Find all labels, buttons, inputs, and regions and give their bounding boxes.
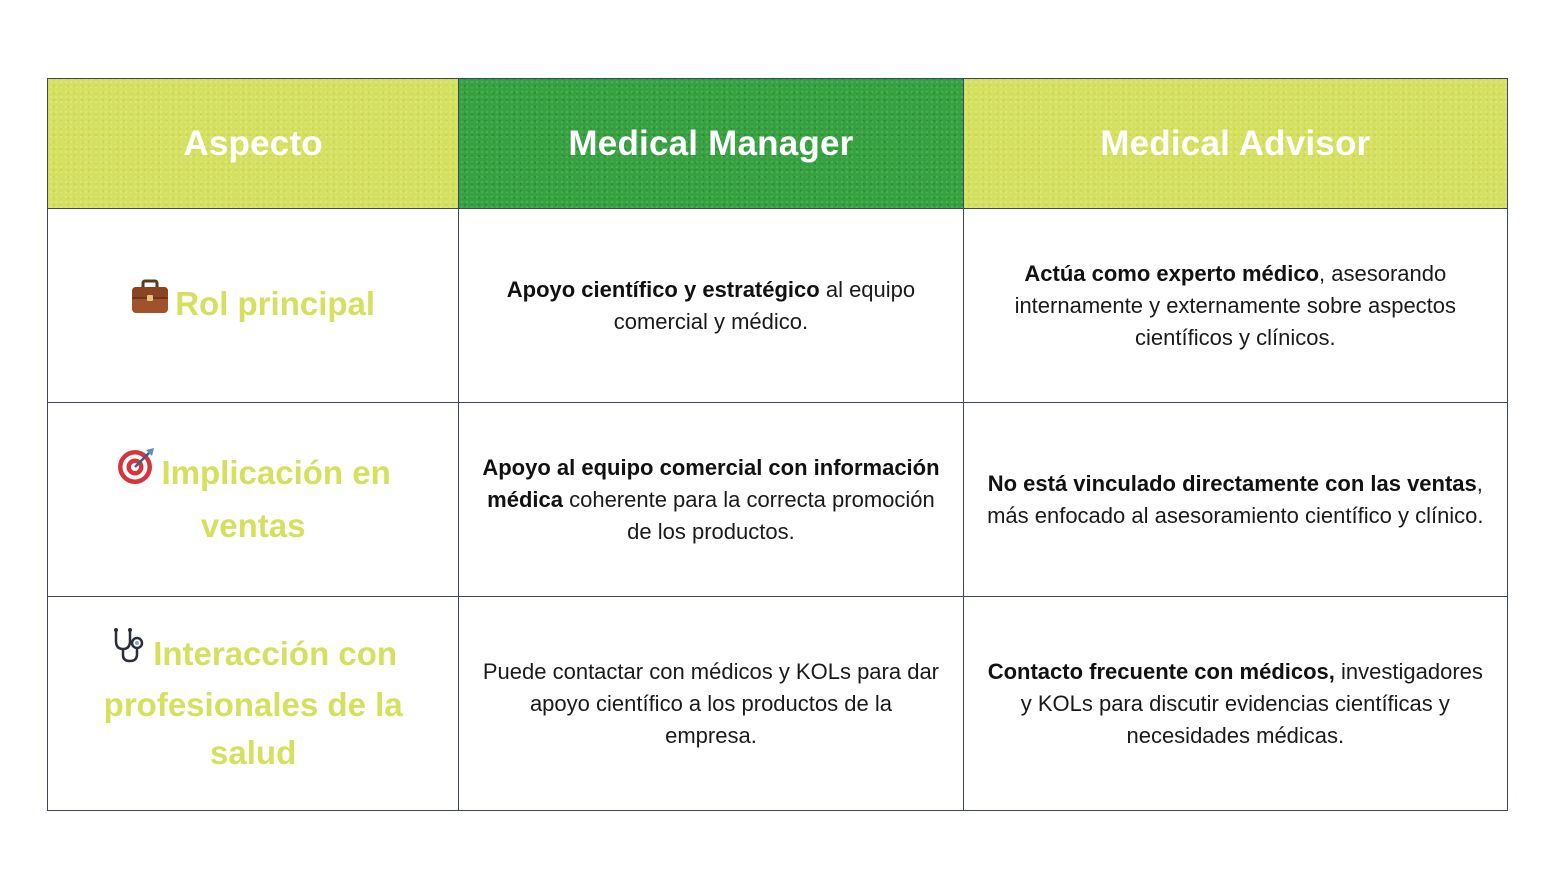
- advisor-bold-text: No está vinculado directamente con las ventas: [987, 470, 1477, 496]
- manager-text: Puede contactar con médicos y KOLs para dar apoyo científico a los productos de la empresa.: [482, 658, 940, 748]
- aspect-label: Implicación en ventas: [161, 454, 391, 544]
- advisor-cell: [963, 209, 1507, 403]
- table-row-interaccion-profesionales: [48, 597, 1508, 811]
- header-medical-advisor: Medical Advisor: [963, 79, 1507, 209]
- advisor-bold-text: Actúa como experto médico: [1024, 260, 1320, 286]
- table-row-implicacion-ventas: [48, 403, 1508, 597]
- manager-bold-text: Apoyo al equipo comercial con información médica: [482, 454, 940, 512]
- comparison-table-container: [47, 78, 1508, 810]
- advisor-cell: [963, 597, 1507, 811]
- aspect-label: Interacción con profesionales de la salud: [103, 634, 403, 772]
- manager-cell: [459, 209, 963, 403]
- header-medical-manager: Medical Manager: [459, 79, 963, 209]
- manager-text: al equipo comercial y médico.: [613, 276, 916, 334]
- target-icon: [116, 446, 156, 499]
- header-aspect: Aspecto: [48, 79, 459, 209]
- manager-cell: [459, 597, 963, 811]
- advisor-text: , asesorando internamente y externamente sobre aspectos científicos y clínicos.: [1014, 260, 1457, 350]
- advisor-cell: [963, 403, 1507, 597]
- manager-bold-text: Apoyo científico y estratégico: [506, 276, 820, 302]
- aspect-cell: [48, 403, 459, 597]
- aspect-cell: [48, 209, 459, 403]
- manager-text: coherente para la correcta promoción de los productos.: [562, 486, 935, 544]
- stethoscope-icon: [109, 627, 147, 678]
- comparison-table: [47, 78, 1508, 811]
- header-row: [48, 79, 1508, 209]
- advisor-bold-text: Contacto frecuente con médicos,: [987, 658, 1335, 684]
- manager-cell: [459, 403, 963, 597]
- advisor-text: investigadores y KOLs para discutir evidencias científicas y necesidades médicas.: [1020, 658, 1483, 748]
- table-row-rol-principal: [48, 209, 1508, 403]
- advisor-text: , más enfocado al asesoramiento científico y clínico.: [987, 470, 1484, 528]
- briefcase-icon: [131, 279, 169, 328]
- aspect-label: Rol principal: [175, 285, 376, 323]
- aspect-cell: [48, 597, 459, 811]
